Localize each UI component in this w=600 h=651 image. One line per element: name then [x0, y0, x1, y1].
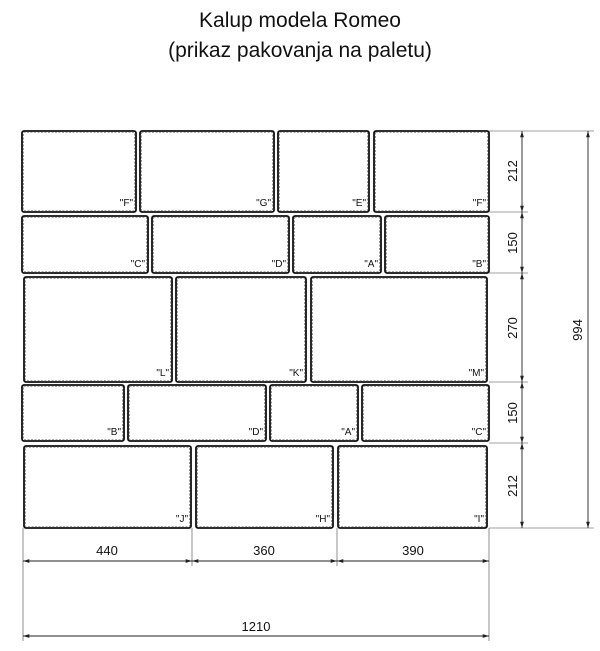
stone-label: "E"	[352, 198, 366, 209]
stone-label: "F"	[119, 198, 133, 209]
width-2-label: 360	[253, 543, 275, 558]
stone-label: "C"	[471, 427, 486, 438]
diagram-title: Kalup modela Romeo	[199, 9, 401, 32]
stone-label: "K"	[289, 368, 303, 379]
stone-label: "L"	[156, 368, 169, 379]
stone-label: "A"	[364, 259, 378, 270]
total-height-label: 994	[570, 319, 585, 341]
stone-label: "H"	[315, 514, 330, 525]
stone-label: "C"	[130, 259, 145, 270]
stone-label: "D"	[271, 259, 286, 270]
stone-block	[24, 277, 172, 382]
stone-label: "F"	[472, 198, 486, 209]
dim-row-3-label: 270	[505, 317, 520, 339]
stone-block	[196, 446, 333, 528]
stone-block	[140, 131, 274, 212]
stone-block	[152, 216, 289, 273]
stone-label: "G"	[256, 198, 271, 209]
dim-row-1-label: 212	[505, 160, 520, 182]
total-width-label: 1210	[241, 619, 271, 634]
total-width-dimension	[23, 566, 489, 641]
stone-block	[24, 446, 191, 528]
dim-row-4-label: 150	[505, 402, 520, 424]
stone-label: "B"	[107, 427, 121, 438]
stone-block	[176, 277, 306, 382]
stone-block	[338, 446, 487, 528]
stone-block	[128, 385, 266, 441]
total-height-dimension	[528, 131, 594, 528]
diagram-subtitle: (prikaz pakovanja na paletu)	[168, 39, 432, 62]
stone-block	[22, 216, 148, 273]
row-height-dimensions	[489, 131, 528, 528]
stone-block	[311, 277, 487, 382]
stone-label: "J"	[175, 514, 188, 525]
width-3-label: 390	[402, 543, 424, 558]
stone-block	[362, 385, 489, 441]
stone-label: "D"	[248, 427, 263, 438]
stone-label: "B"	[472, 259, 486, 270]
stone-layout	[22, 131, 489, 528]
stone-label: "A"	[341, 427, 355, 438]
stone-block	[374, 131, 489, 212]
stone-label: "I"	[474, 514, 484, 525]
dim-row-2-label: 150	[505, 232, 520, 254]
width-1-label: 440	[96, 543, 118, 558]
dim-row-5-label: 212	[505, 475, 520, 497]
bottom-width-dimensions	[23, 528, 489, 566]
stone-label: "M"	[468, 368, 484, 379]
